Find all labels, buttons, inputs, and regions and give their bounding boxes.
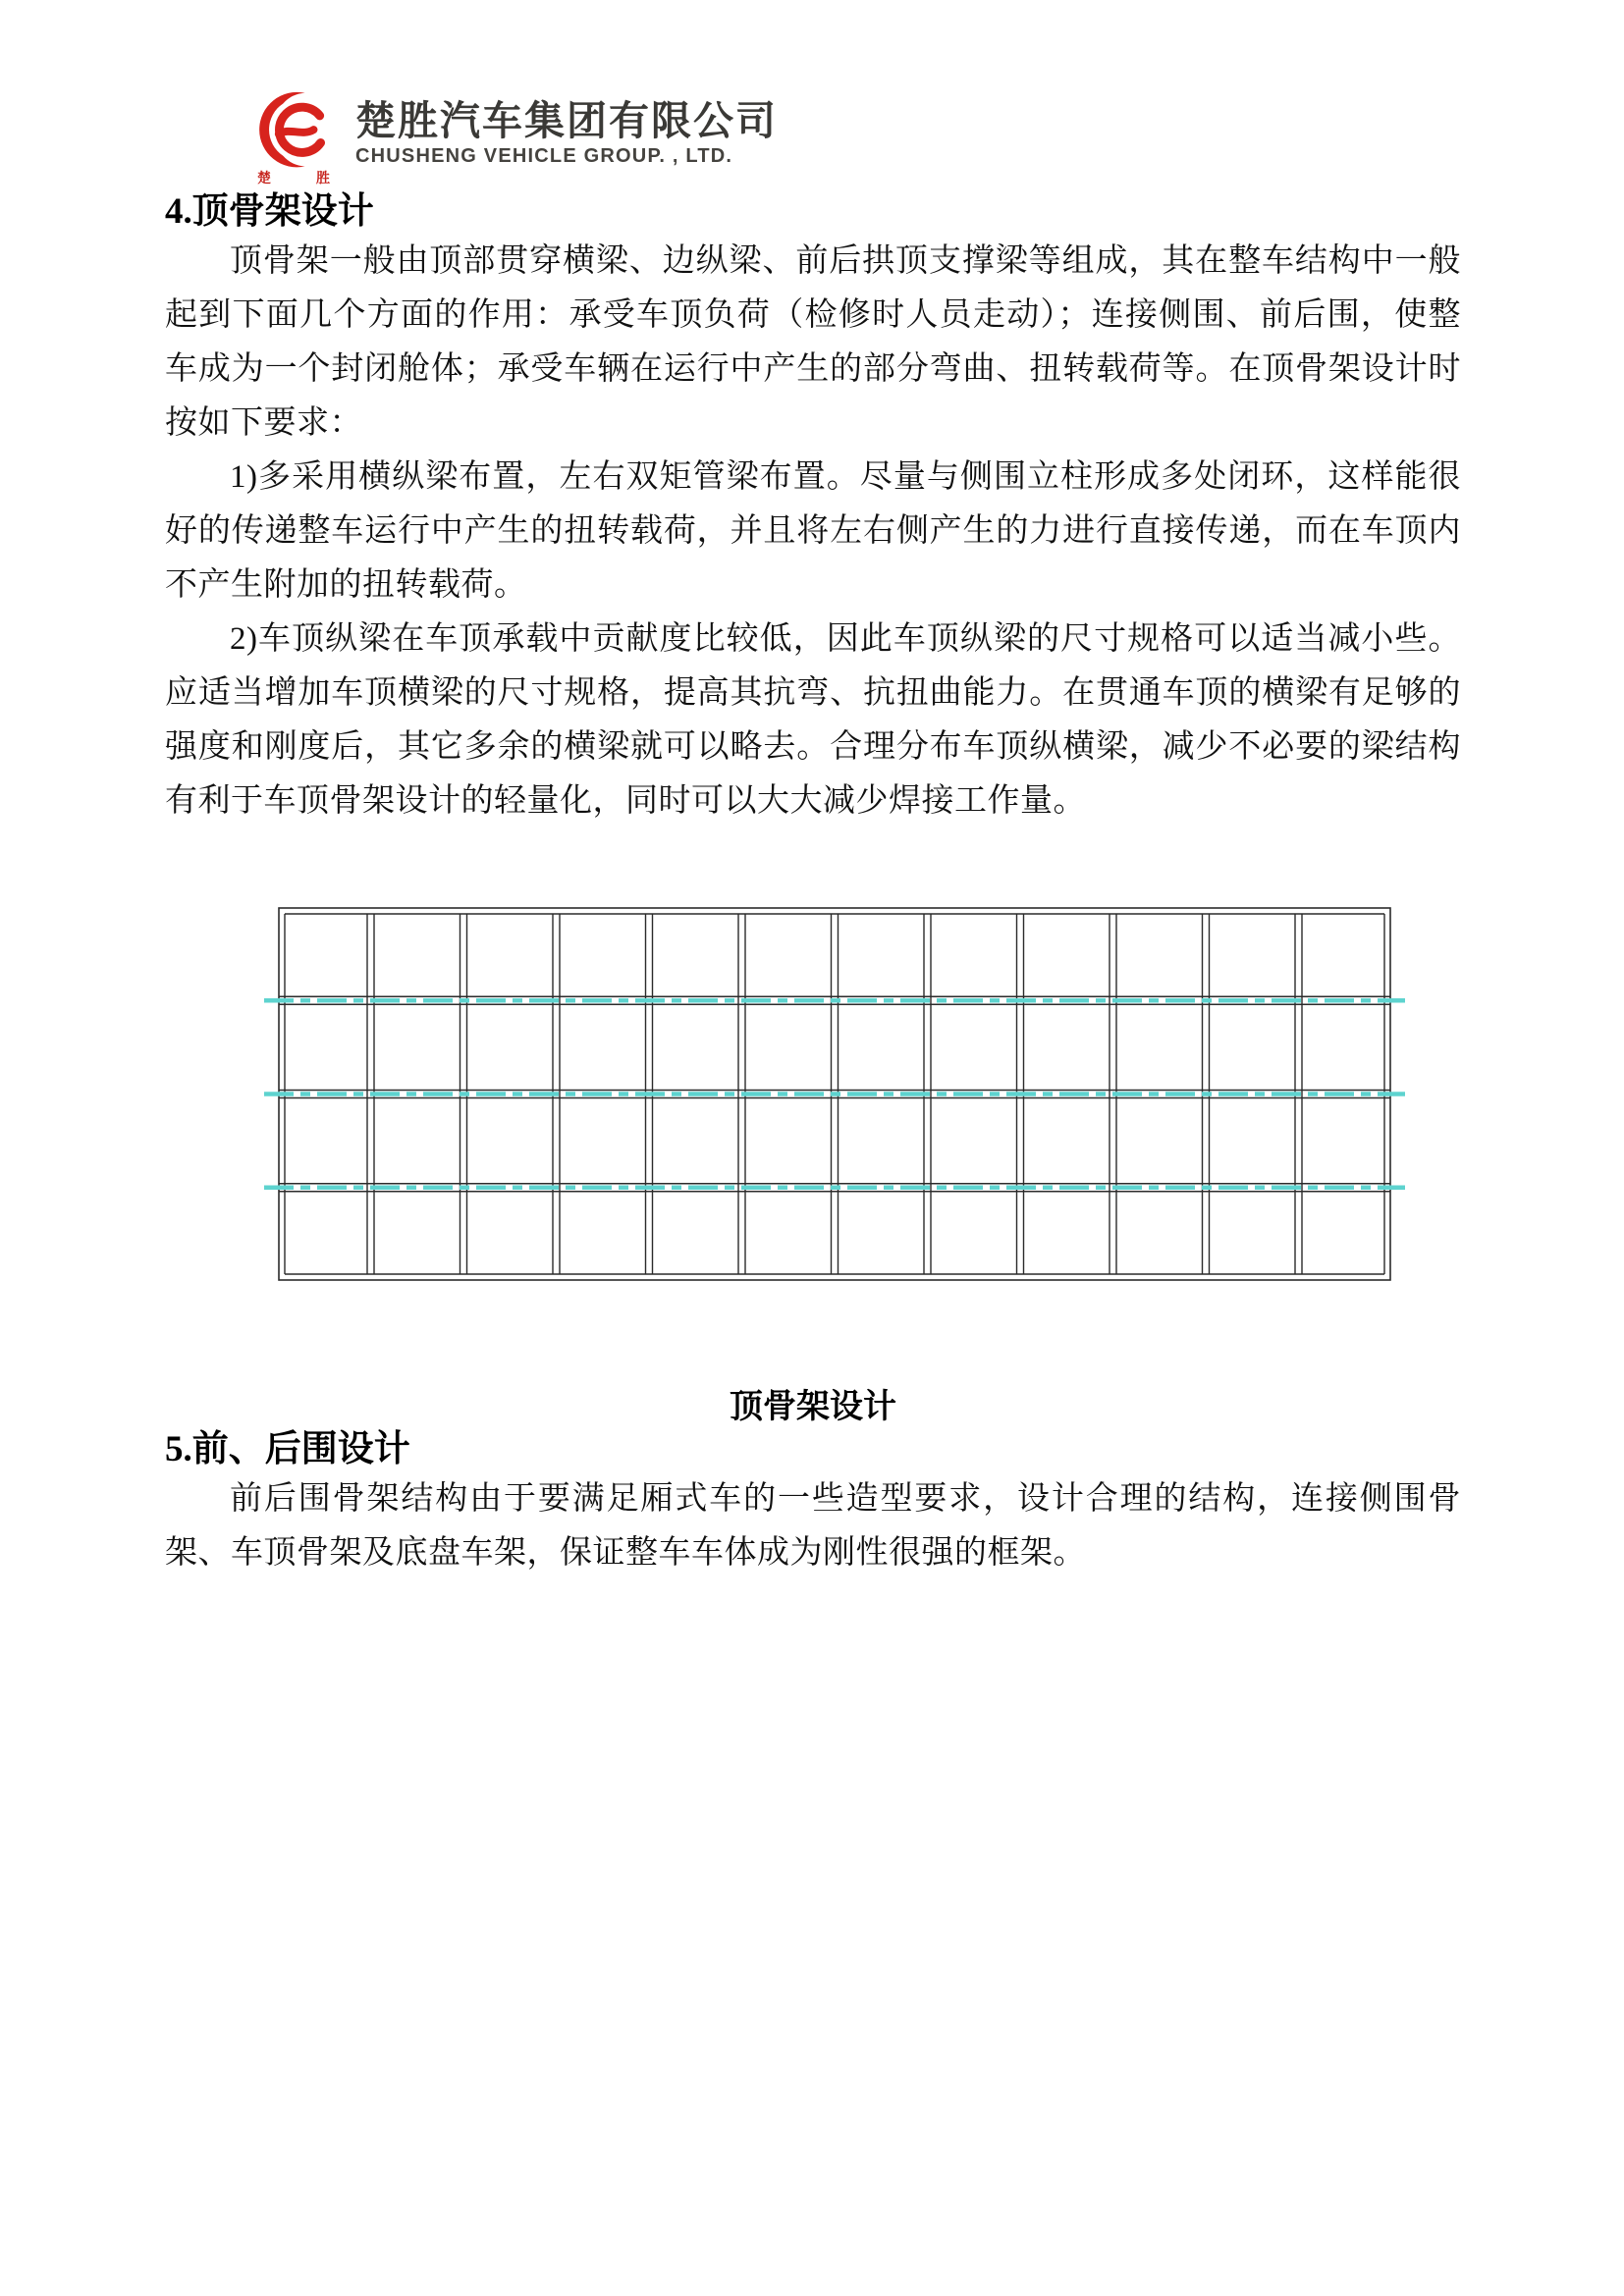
section-4-paragraph-1: 顶骨架一般由顶部贯穿横梁、边纵梁、前后拱顶支撑梁等组成，其在整车结构中一般起到下面几个方面的作用：承受车顶负荷（检修时人员走动）；连接侧围、前后围，使整车成为一个封闭舱体；承受车辆在运行中产生的部分弯曲、扭转载荷等。在顶骨架设计时按如下要求： [165, 243, 1461, 441]
company-name-en: CHUSHENG VEHICLE GROUP. , LTD. [355, 145, 733, 167]
logo-caption [249, 168, 338, 187]
company-name-cn: 楚胜汽车集团有限公司 [355, 98, 778, 143]
logo-caption-right: 胜 [316, 172, 330, 187]
logo-caption-left: 楚 [257, 172, 271, 187]
section-4-heading: 4.顶骨架设计 [165, 191, 374, 232]
company-name-block [355, 91, 778, 168]
section-5-heading: 5.前、后围设计 [165, 1429, 410, 1469]
company-letterhead [249, 91, 1461, 189]
chusheng-logo-icon [249, 91, 338, 187]
section-5-paragraph-1: 前后围骨架结构由于要满足厢式车的一些造型要求，设计合理的结构，连接侧围骨架、车顶骨架及底盘车架，保证整车车体成为刚性很强的框架。 [165, 1481, 1461, 1571]
figure-caption: 顶骨架设计 [730, 1389, 896, 1425]
roof-frame-drawing [264, 907, 1405, 1281]
logo-emblem-icon [249, 91, 338, 170]
roof-frame-drawing-svg [264, 907, 1405, 1281]
section-4-paragraph-3: 2)车顶纵梁在车顶承载中贡献度比较低，因此车顶纵梁的尺寸规格可以适当减小些。应适当增加车顶横梁的尺寸规格，提高其抗弯、抗扭曲能力。在贯通车顶的横梁有足够的强度和刚度后，其它多余的横梁就可以略去。合理分布车顶纵横梁，减少不必要的梁结构有利于车顶骨架设计的轻量化，同时可以大大减少焊接工作量。 [165, 621, 1461, 819]
section-4-paragraph-2: 1)多采用横纵梁布置，左右双矩管梁布置。尽量与侧围立柱形成多处闭环，这样能很好的传递整车运行中产生的扭转载荷，并且将左右侧产生的力进行直接传递，而在车顶内不产生附加的扭转载荷。 [165, 459, 1461, 603]
